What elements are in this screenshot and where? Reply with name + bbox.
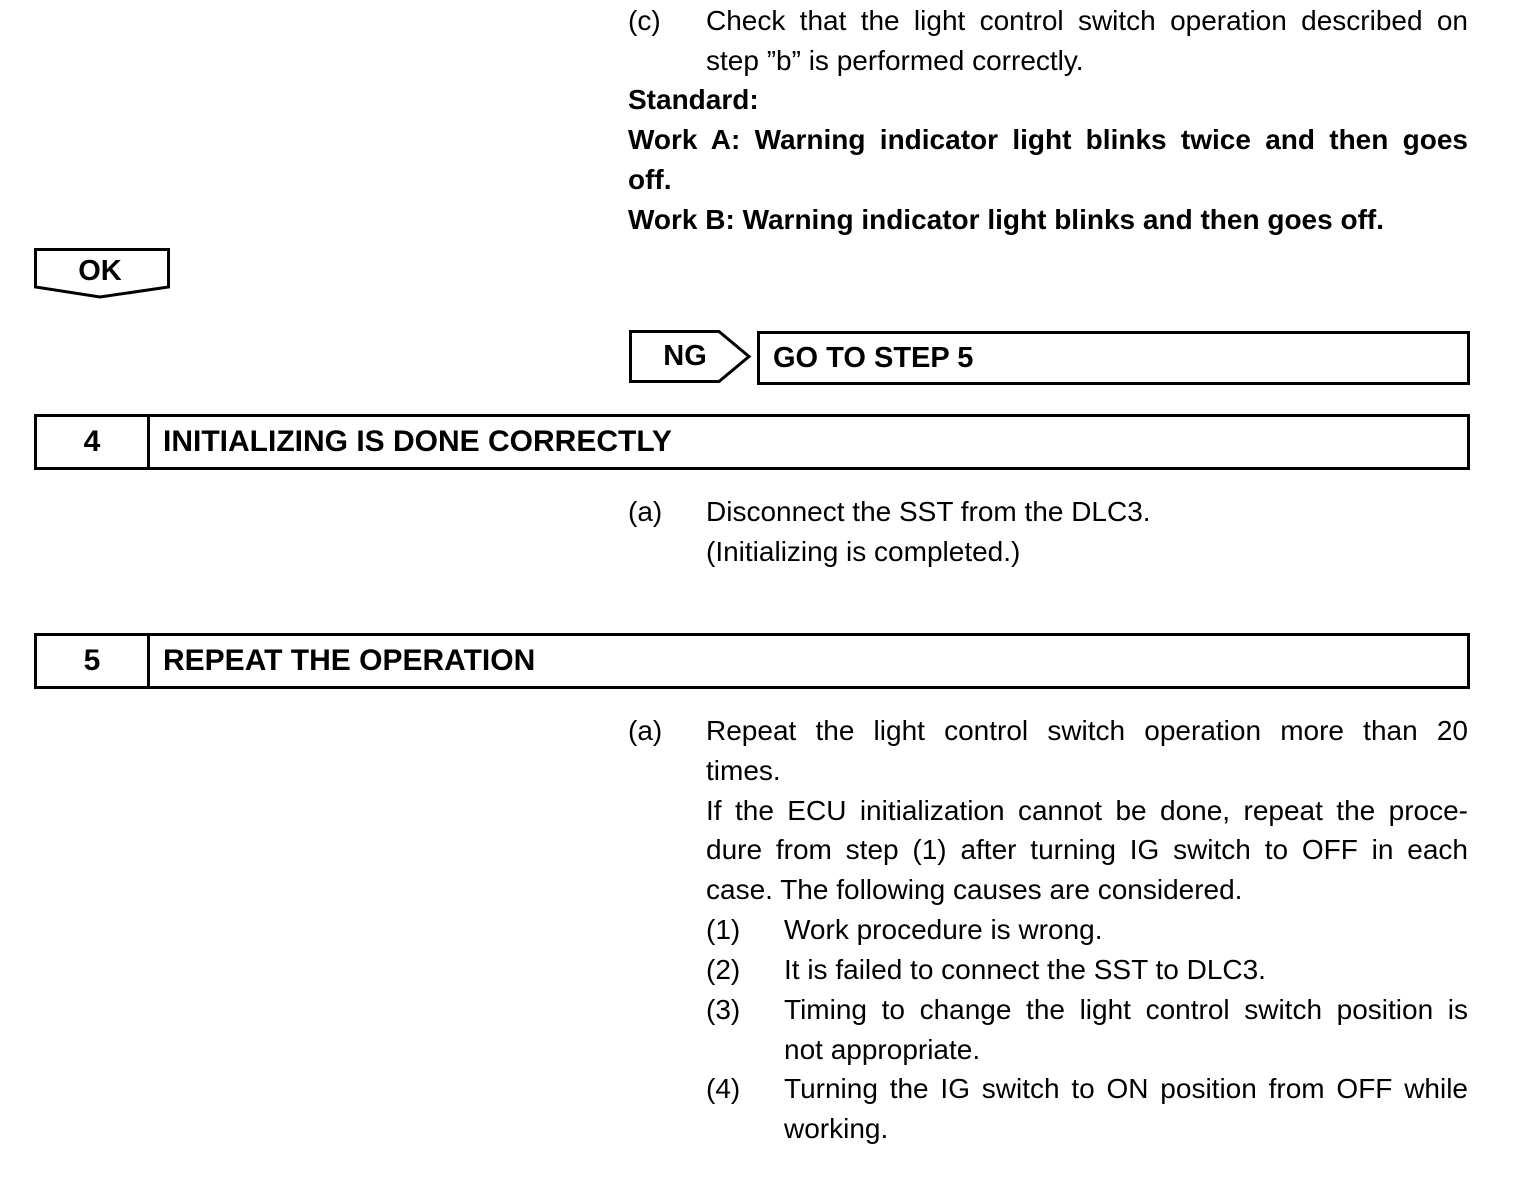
- ok-flag: [34, 248, 172, 300]
- step5-para-line1: If the ECU initialization cannot be done, repeat the proce-: [706, 795, 1468, 826]
- work-a-line1: Work A: Warning indicator light blinks twice and then goes: [628, 124, 1468, 155]
- cause-4-marker: (4): [706, 1073, 741, 1104]
- step5-header: [34, 633, 1470, 689]
- step5-number: 5: [37, 636, 150, 686]
- cause-3-line1: Timing to change the light control switch position is: [784, 994, 1468, 1025]
- step4-number: 4: [37, 417, 150, 467]
- step5-a-marker: (a): [628, 715, 663, 746]
- cause-3-marker: (3): [706, 994, 741, 1025]
- step5-para-line3: case. The following causes are considered.: [706, 874, 1243, 905]
- step5-para-line2: dure from step (1) after turning IG switch to OFF in each: [706, 834, 1468, 865]
- work-b-line: Work B: Warning indicator light blinks and then goes off.: [628, 204, 1384, 235]
- step4-a-marker: (a): [628, 496, 663, 527]
- cause-2-text: It is failed to connect the SST to DLC3.: [784, 954, 1266, 985]
- cause-4-line1: Turning the IG switch to ON position from OFF while: [784, 1073, 1468, 1104]
- cause-1-text: Work procedure is wrong.: [784, 914, 1103, 945]
- step4-title: INITIALIZING IS DONE CORRECTLY: [163, 425, 672, 458]
- step3-c-line2: step ”b” is performed correctly.: [706, 45, 1084, 76]
- step5-a-line2: times.: [706, 755, 781, 786]
- ng-label: NG: [663, 340, 707, 372]
- goto-step-box: [757, 331, 1470, 385]
- step3-c-line1: Check that the light control switch operation described on: [706, 5, 1468, 36]
- work-a-line2: off.: [628, 164, 672, 195]
- goto-step-text: GO TO STEP 5: [773, 342, 974, 374]
- step5-a-line1: Repeat the light control switch operation more than 20: [706, 715, 1468, 746]
- ok-label: OK: [78, 255, 122, 287]
- cause-1-marker: (1): [706, 914, 741, 945]
- step4-header: [34, 414, 1470, 470]
- step5-title: REPEAT THE OPERATION: [163, 644, 536, 677]
- step4-a-line2: (Initializing is completed.): [706, 536, 1021, 567]
- cause-4-line2: working.: [784, 1113, 889, 1144]
- step3-c-marker: (c): [628, 5, 661, 36]
- ng-flag: [629, 330, 753, 384]
- cause-3-line2: not appropriate.: [784, 1034, 981, 1065]
- standard-label: Standard:: [628, 84, 759, 115]
- step4-a-line1: Disconnect the SST from the DLC3.: [706, 496, 1151, 527]
- cause-2-marker: (2): [706, 954, 741, 985]
